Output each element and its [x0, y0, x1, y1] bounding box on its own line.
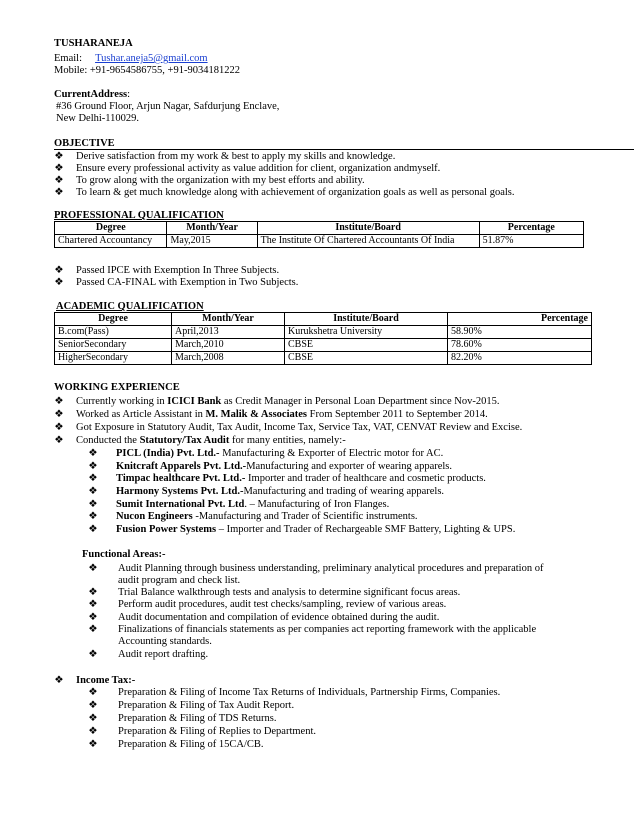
bullet-icon: ❖ [54, 396, 64, 407]
bullet-icon: ❖ [54, 187, 64, 198]
table-header-row [55, 222, 584, 235]
bullet-icon: ❖ [54, 277, 64, 288]
column-header: Degree [55, 313, 172, 326]
table-cell: The Institute Of Chartered Accountants Of India [257, 235, 479, 248]
table-cell: March,2008 [172, 352, 285, 365]
bullet-icon: ❖ [88, 599, 98, 610]
bullet-icon: ❖ [88, 687, 98, 698]
table-cell: April,2013 [172, 326, 285, 339]
academic-heading: ACADEMIC QUALIFICATION [56, 301, 204, 312]
bullet-icon: ❖ [54, 675, 64, 686]
bullet-icon: ❖ [88, 448, 98, 459]
table-cell: March,2010 [172, 339, 285, 352]
table-cell: 51.87% [479, 235, 583, 248]
list-item-continuation: Accounting standards. [118, 636, 212, 647]
table-cell: CBSE [285, 352, 448, 365]
professional-heading: PROFESSIONAL QUALIFICATION [54, 210, 224, 221]
objective-heading: OBJECTIVE [54, 138, 115, 149]
bullet-icon: ❖ [88, 713, 98, 724]
list-item-continuation: audit program and check list. [118, 575, 241, 586]
bullet-icon: ❖ [88, 524, 98, 535]
bullet-icon: ❖ [54, 422, 64, 433]
table-cell: Kurukshetra University [285, 326, 448, 339]
address-colon: : [127, 89, 131, 100]
table-header-row [55, 313, 592, 326]
table-cell: B.com(Pass) [55, 326, 172, 339]
academic-table [54, 312, 592, 365]
bullet-icon: ❖ [54, 151, 64, 162]
bullet-icon: ❖ [88, 587, 98, 598]
bullet-icon: ❖ [54, 175, 64, 186]
table-cell: 82.20% [448, 352, 592, 365]
address-line-2: New Delhi-110029. [56, 113, 140, 124]
income-tax-heading: Income Tax:- [76, 675, 136, 686]
table-cell: CBSE [285, 339, 448, 352]
column-header: Institute/Board [257, 222, 479, 235]
address-line-1: #36 Ground Floor, Arjun Nagar, Safdurjung Enclave, [56, 101, 280, 112]
bullet-icon: ❖ [88, 612, 98, 623]
table-cell: 78.60% [448, 339, 592, 352]
column-header: Month/Year [172, 313, 285, 326]
table-row [55, 339, 592, 352]
mobile-line [54, 64, 240, 77]
experience-heading: WORKING EXPERIENCE [54, 382, 180, 393]
bullet-icon: ❖ [88, 649, 98, 660]
bullet-icon: ❖ [88, 473, 98, 484]
column-header: Month/Year [167, 222, 257, 235]
address-heading: CurrentAddress [54, 89, 128, 100]
bullet-icon: ❖ [88, 486, 98, 497]
email-label: Email: [54, 53, 82, 64]
table-cell: May,2015 [167, 235, 257, 248]
column-header: Institute/Board [285, 313, 448, 326]
bullet-icon: ❖ [88, 624, 98, 635]
bullet-icon: ❖ [88, 563, 98, 574]
table-cell: Chartered Accountancy [55, 235, 167, 248]
candidate-name: TUSHARANEJA [54, 38, 133, 49]
table-row [55, 326, 592, 339]
column-header: Degree [55, 222, 167, 235]
mobile-number: +91-9654586755, +91-9034181222 [89, 65, 240, 76]
bullet-icon: ❖ [88, 499, 98, 510]
table-cell: SeniorSecondary [55, 339, 172, 352]
mobile-label: Mobile: [54, 65, 88, 76]
bullet-icon: ❖ [54, 409, 64, 420]
table-row [55, 352, 592, 365]
bullet-icon: ❖ [88, 739, 98, 750]
email-link[interactable]: Tushar.aneja5@gmail.com [95, 53, 208, 64]
table-cell: 58.90% [448, 326, 592, 339]
professional-table [54, 221, 584, 248]
bullet-icon: ❖ [88, 511, 98, 522]
column-header: Percentage [479, 222, 583, 235]
bullet-icon: ❖ [54, 163, 64, 174]
functional-heading: Functional Areas:- [82, 549, 166, 560]
bullet-icon: ❖ [88, 726, 98, 737]
column-header: Percentage [448, 313, 592, 326]
bullet-icon: ❖ [54, 265, 64, 276]
bullet-icon: ❖ [88, 461, 98, 472]
resume-page: TUSHARANEJA Email: Tushar.aneja5@gmail.com Mobile: +91-9654586755, +91-9034181222 CurrentAddress: #36 Ground Floor, Arjun Nagar, Safdurjung Enclave, New Delhi-110029. OBJECTIVE ❖ Derive satisfaction from my work & best to apply my skills and knowledge. ❖ Ensure every professional activity as value addition for client, organization andmyself. ❖ To grow along with the organization with my best efforts and ability. ❖ To learn & get much knowledge along with achievement of organization goals as well as personal goals. PROFESSIONAL QUALIFICATION Degree Month/Year Institute/Board Percentage Chartered Accountancy May,2015 The Institute Of Chartered Accountants Of India 51.87% ❖ Passed IPCE with Exemption In Three Subjects. ❖ Passed CA-FINAL with Exemption in Two Subjects. ACADEMIC QUALIFICATION Degree Month/Year Institute/Board Percentage B.com(Pass) April,2013 Kurukshetra University 58.90% SeniorSecondary March,2010 CBSE 78.60% HigherSecondary March,2008 CBSE 82.20% WORKING EXPERIENCE ❖ Currently working in ICICI Bank as Credit Manager in Personal Loan Department since Nov-2015. ❖ Worked as Article Assistant in M. Malik & Associates From September 2011 to September 2014. ❖ Got Exposure in Statutory Audit, Tax Audit, Income Tax, Service Tax, VAT, CENVAT Review and Excise. ❖ Conducted the Statutory/Tax Audit for many entities, namely:- ❖ PICL (India) Pvt. Ltd.- Manufacturing & Exporter of Electric motor for AC. ❖ Knitcraft Apparels Pvt. Ltd.-Manufacturing and exporter of wearing apparels. ❖ Timpac healthcare Pvt. Ltd.- Importer and trader of healthcare and cosmetic products. ❖ Harmony Systems Pvt. Ltd.-Manufacturing and trading of wearing apparels. ❖ Sumit International Pvt. Ltd. – Manufacturing of Iron Flanges. ❖ Nucon Engineers -Manufacturing and Trader of Scientific instruments. ❖ Fusion Power Systems – Importer and Trader of Rechargeable SMF Battery, Lighting & UPS. Functional Areas:- ❖ Audit Planning through business understanding, preliminary analytical procedures and preparation of audit program and check list. ❖ Trial Balance walkthrough tests and analysis to determine significant focus areas. ❖ Perform audit procedures, audit test checks/sampling, review of various areas. ❖ Audit documentation and compilation of evidence obtained during the audit. ❖ Finalizations of financials statements as per companies act reporting framework with the applicable Accounting standards. ❖ Audit report drafting. ❖ Income Tax:- ❖ Preparation & Filing of Income Tax Returns of Individuals, Partnership Firms, Companies. ❖ Preparation & Filing of Tax Audit Report. ❖ Preparation & Filing of TDS Returns. ❖ Preparation & Filing of Replies to Department. ❖ Preparation & Filing of 15CA/CB. [0, 0, 638, 826]
bullet-icon: ❖ [54, 435, 64, 446]
table-cell: HigherSecondary [55, 352, 172, 365]
table-row [55, 235, 584, 248]
bullet-icon: ❖ [88, 700, 98, 711]
